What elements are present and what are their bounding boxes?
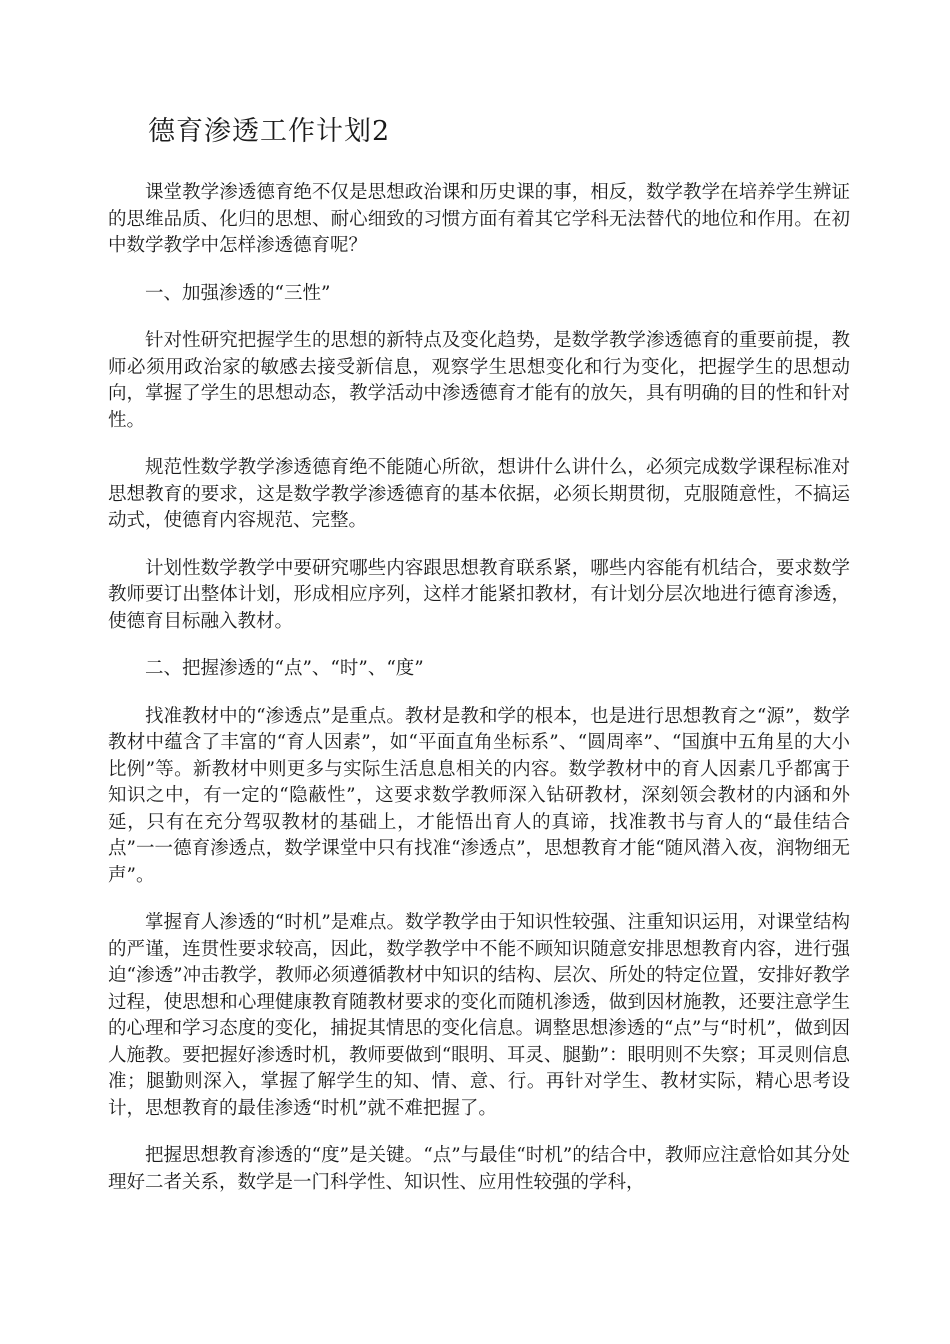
paragraph-penetration-point: 找准教材中的“渗透点”是重点。教材是教和学的根本，也是进行思想教育之“源”，数学教材中蕴含了丰富的“育人因素”，如“平面直角坐标系”、“圆周率”、“国旗中五角星的大小比例”等。新教材中则更多与实际生活息息相关的内容。数学教材中的育人因素几乎都寓于知识之中，有一定的“隐蔽性”，这要求数学教师深入钻研教材，深刻领会教材的内涵和外延，只有在充分驾驭教材的基础上，才能悟出育人的真谛，找准教书与育人的“最佳结合点”一一德育渗透点，数学课堂中只有找准“渗透点”，思想教育才能“随风潜入夜，润物细无声”。 — [108, 705, 850, 886]
document-body — [108, 180, 850, 1217]
paragraph-timing: 掌握育人渗透的“时机”是难点。数学教学由于知识性较强、注重知识运用，对课堂结构的严谨，连贯性要求较高，因此，数学教学中不能不顾知识随意安排思想教育内容，进行强迫“渗透”冲击教学，教师必须遵循教材中知识的结构、层次、所处的特定位置，安排好教学过程，使思想和心理健康教育随教材要求的变化而随机渗透，做到因材施教，还要注意学生的心理和学习态度的变化，捕捉其情思的变化信息。调整思想渗透的“点”与“时机”，做到因人施教。要把握好渗透时机，教师要做到“眼明、耳灵、腿勤”：眼明则不失察；耳灵则信息准；腿勤则深入，掌握了解学生的知、情、意、行。再针对学生、教材实际，精心思考设计，思想教育的最佳渗透“时机”就不难把握了。 — [108, 912, 850, 1119]
section-heading-point-time-degree: 二、把握渗透的“点”、“时”、“度” — [145, 658, 424, 679]
paragraph-planning: 计划性数学教学中要研究哪些内容跟思想教育联系紧，哪些内容能有机结合，要求数学教师要订出整体计划，形成相应序列，这样才能紧扣教材，有计划分层次地进行德育渗透，使德育目标融入教材。 — [108, 557, 850, 632]
paragraph-degree: 把握思想教育渗透的“度”是关键。“点”与最佳“时机”的结合中，教师应注意恰如其分处理好二者关系，数学是一门科学性、知识性、应用性较强的学科， — [108, 1145, 850, 1193]
section-heading-three-properties: 一、加强渗透的“三性” — [145, 282, 331, 304]
paragraph-intro: 课堂教学渗透德育绝不仅是思想政治课和历史课的事，相反，数学教学在培养学生辨证的思维品质、化归的思想、耐心细致的习惯方面有着其它学科无法替代的地位和作用。在初中数学教学中怎样渗透德育呢？ — [108, 182, 850, 256]
paragraph-normative: 规范性数学教学渗透德育绝不能随心所欲，想讲什么讲什么，必须完成数学课程标准对思想教育的要求，这是数学教学渗透德育的基本依据，必须长期贯彻，克服随意性，不搞运动式，使德育内容规范、完整。 — [108, 457, 850, 531]
paragraph-targeting: 针对性研究把握学生的思想的新特点及变化趋势，是数学教学渗透德育的重要前提，教师必须用政治家的敏感去接受新信息，观察学生思想变化和行为变化，把握学生的思想动向，掌握了学生的思想动态，教学活动中渗透德育才能有的放矢，具有明确的目的性和针对性。 — [108, 330, 850, 431]
document-title: 德育渗透工作计划2 — [148, 116, 391, 147]
